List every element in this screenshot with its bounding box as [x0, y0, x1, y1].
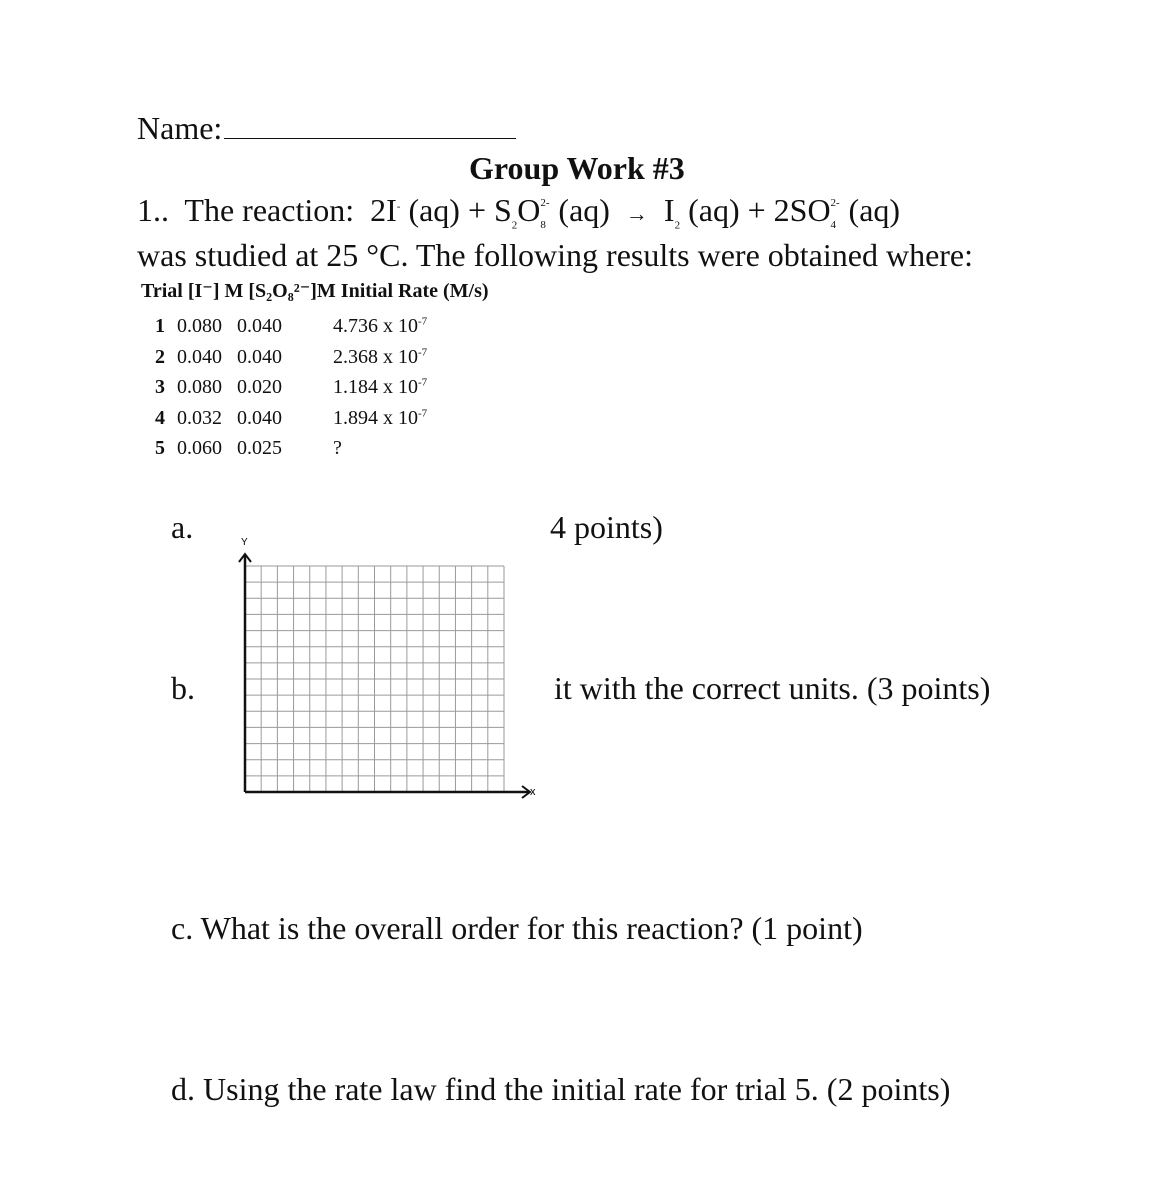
initial-rate: 1.184 x 10 [333, 376, 418, 398]
iodide-concentration: 0.080 [177, 376, 222, 398]
name-blank[interactable] [224, 110, 516, 139]
rate-exponent: -7 [418, 406, 428, 419]
product-sulfate: 2SO 2- 4 [773, 192, 840, 231]
state-aq-2: (aq) [558, 192, 610, 228]
conditions-line: was studied at 25 °C. The following results were obtained where: [137, 237, 974, 273]
initial-rate: 1.894 x 10 [333, 406, 418, 429]
persulfate-concentration: 0.025 [237, 437, 282, 459]
table-header: Trial [I⁻] M [S₂O₈²⁻]M Initial Rate (M/s) [141, 280, 489, 302]
trial-number: 5 [155, 437, 165, 459]
x-axis-label: x [530, 786, 536, 798]
reactant-persulfate: $S_2O$ 2- 8 [494, 192, 550, 232]
part-b-text: it with the correct units. (3 points) [554, 670, 991, 706]
part-a-points: 4 points) [550, 509, 663, 545]
table-row [148, 315, 427, 338]
plus-sign-2: + [747, 192, 766, 228]
rate-exponent: -7 [418, 345, 428, 358]
table-row [148, 437, 342, 460]
trial-number: 3 [155, 376, 165, 398]
persulfate-concentration: 0.040 [237, 315, 282, 337]
persulfate-concentration: 0.040 [237, 345, 282, 368]
plus-sign-1: + [467, 192, 486, 228]
rate-exponent: -7 [418, 376, 428, 389]
iodide-concentration: 0.080 [177, 315, 222, 337]
part-d-text: d. Using the rate law find the initial rate for trial 5. (2 points) [171, 1071, 951, 1107]
table-row [148, 407, 427, 430]
persulfate-concentration: 0.040 [237, 406, 282, 429]
trial-number: 4 [155, 406, 165, 429]
trial-number: 1 [155, 315, 165, 337]
product-iodine: $I_2$ [663, 192, 681, 232]
state-aq-3: (aq) [688, 192, 740, 228]
name-field [137, 110, 516, 147]
initial-rate: ? [333, 437, 342, 459]
y-axis-label: Y [241, 537, 248, 548]
iodide-concentration: 0.032 [177, 406, 222, 429]
reactant-iodide: 2I [370, 192, 397, 228]
page-title: Group Work #3 [469, 150, 685, 186]
iodide-concentration: 0.040 [177, 345, 222, 368]
initial-rate: 2.368 x 10 [333, 345, 418, 368]
initial-rate: 4.736 x 10 [333, 315, 418, 337]
part-c-text: c. What is the overall order for this reaction? (1 point) [171, 910, 863, 946]
trial-number: 2 [155, 345, 165, 368]
reaction-line [137, 192, 901, 232]
reaction-arrow: → [625, 201, 648, 226]
name-label: Name: [137, 110, 223, 146]
table-row [148, 376, 427, 399]
iodide-concentration: 0.060 [177, 437, 222, 459]
table-row [148, 346, 427, 369]
iodide-charge: - [396, 200, 401, 213]
blank-graph [230, 532, 550, 802]
question-intro: The reaction: [184, 192, 355, 228]
state-aq-1: (aq) [408, 192, 460, 228]
persulfate-concentration: 0.020 [237, 376, 282, 398]
question-number: 1.. [137, 192, 169, 228]
state-aq-4: (aq) [848, 192, 901, 228]
part-a-label: a. [171, 509, 194, 545]
rate-exponent: -7 [418, 315, 428, 328]
part-b-label: b. [171, 670, 195, 706]
